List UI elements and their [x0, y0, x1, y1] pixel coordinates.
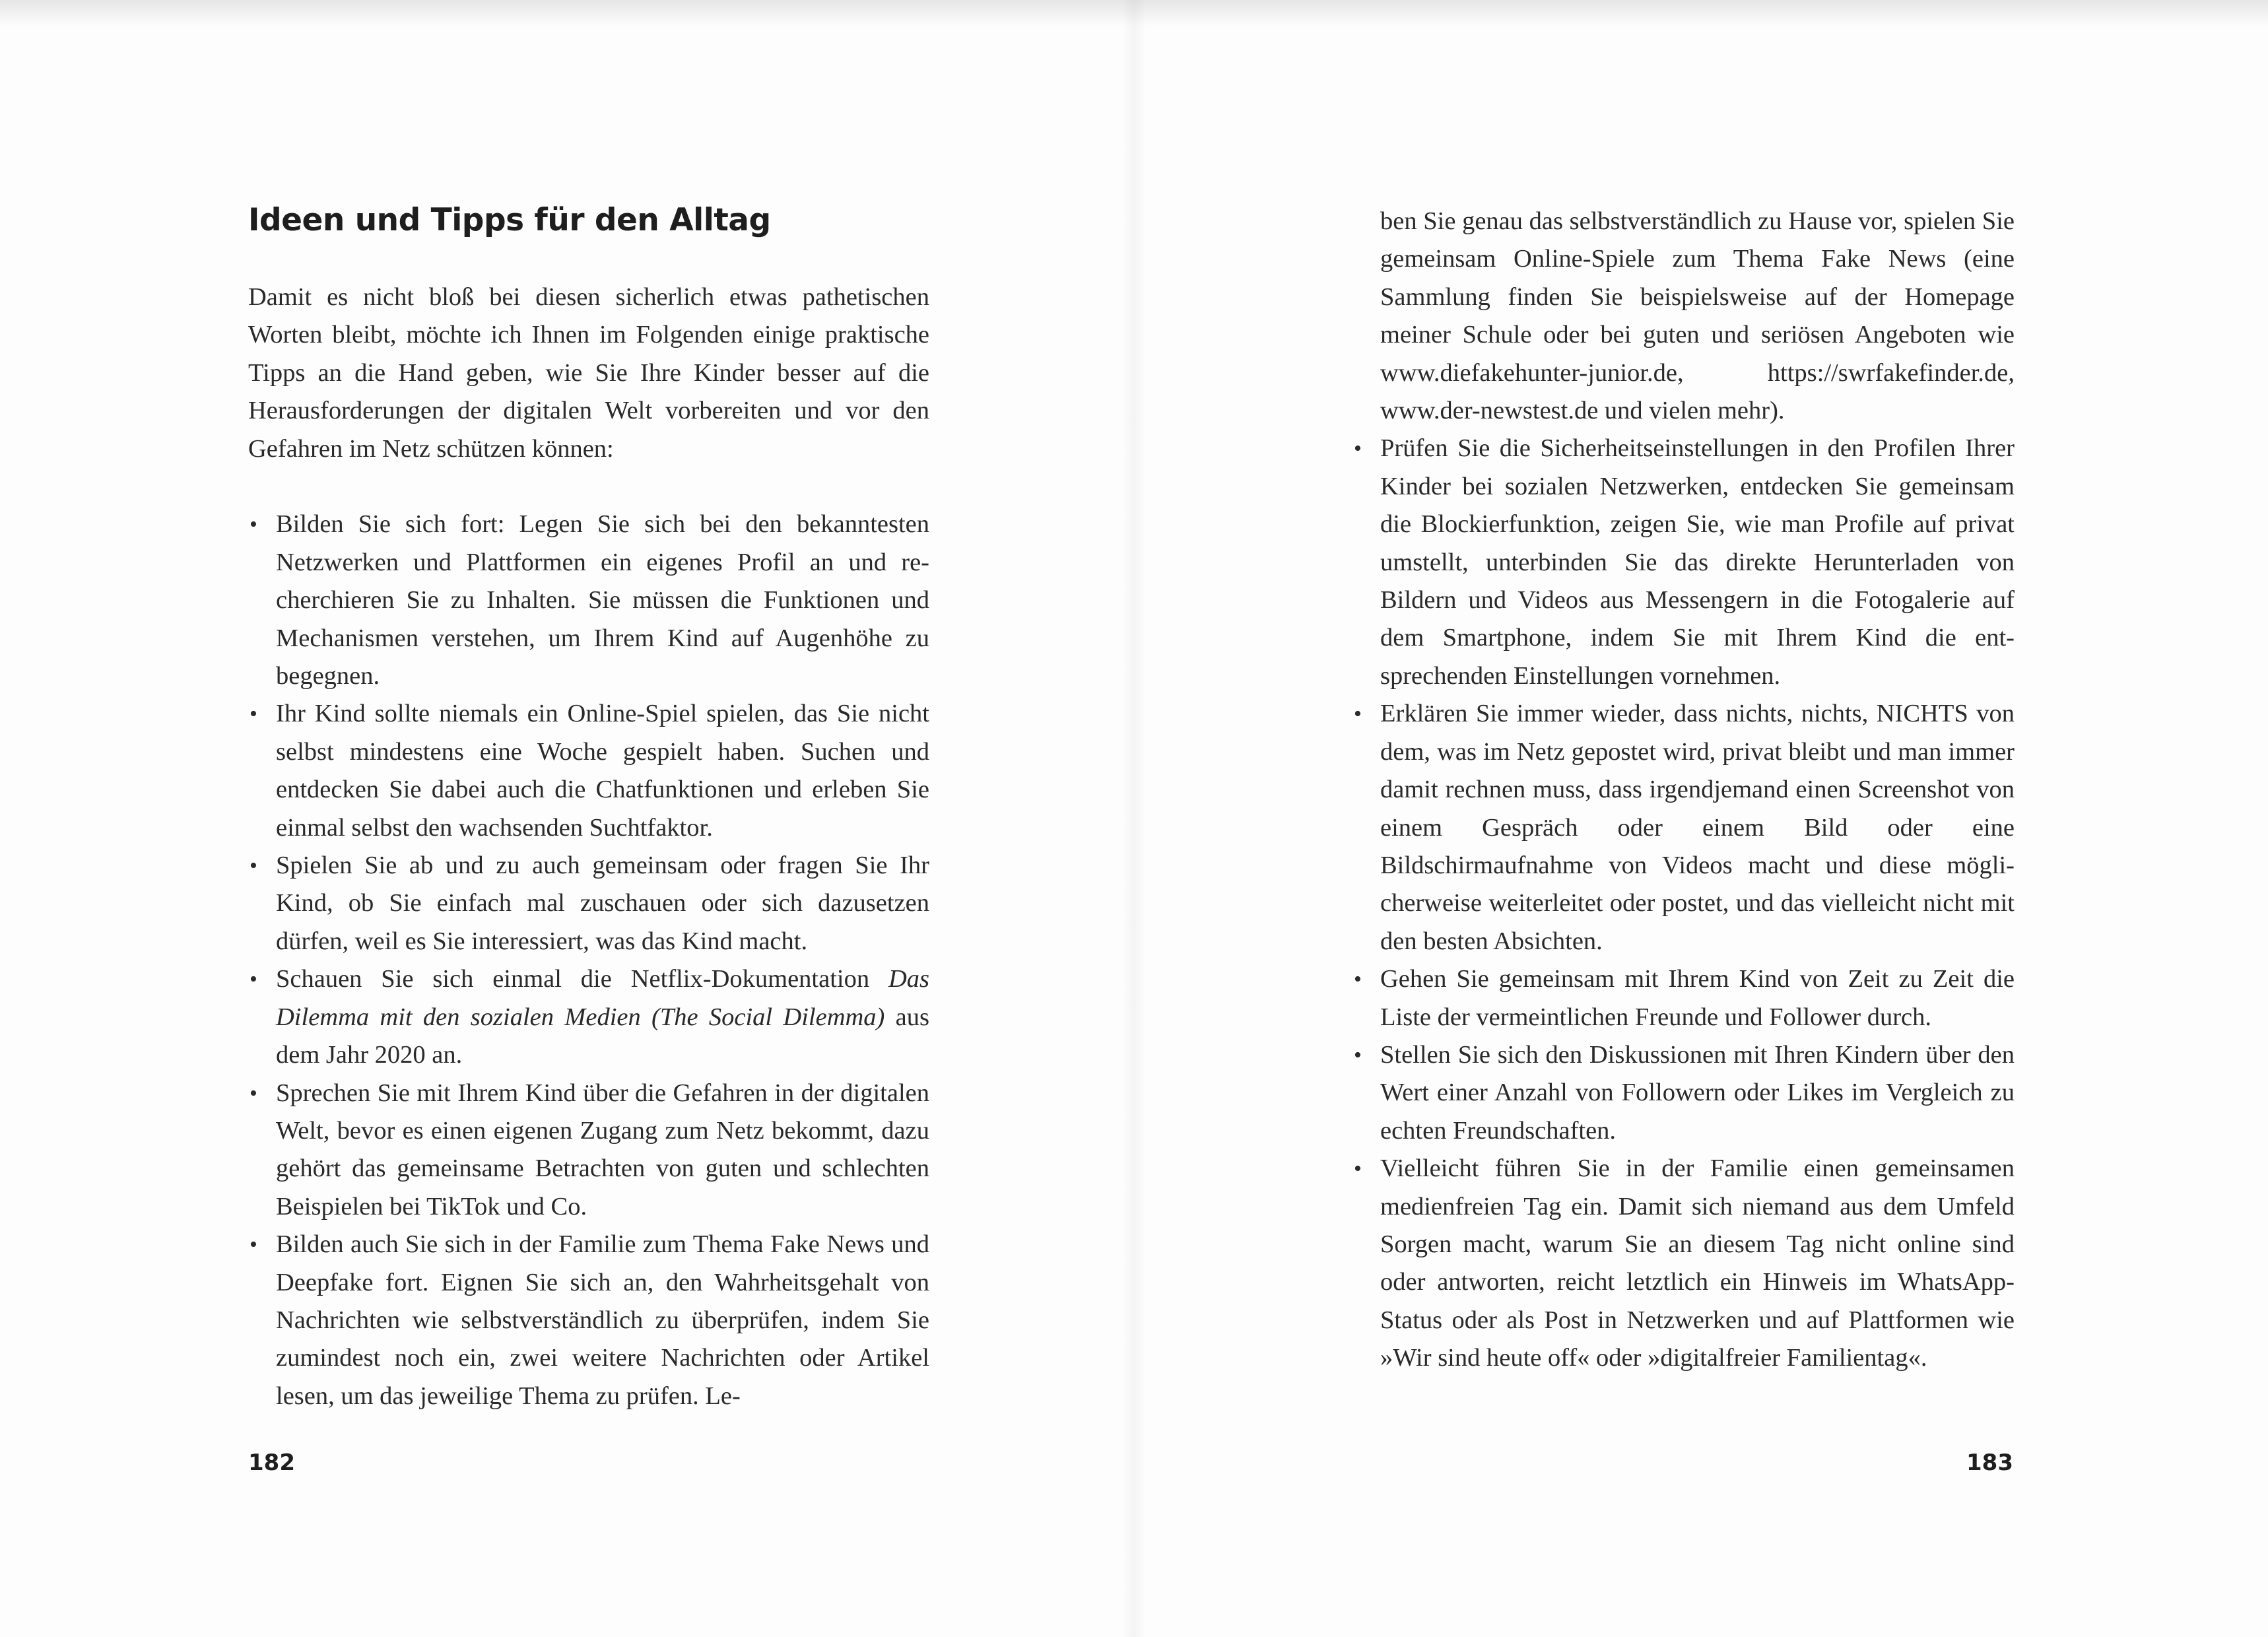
list-item: • Sprechen Sie mit Ihrem Kind über die Gefahren in der digitalen Welt, bevor es einen eigenen Zugang zum Netz bekommt, dazu gehört das gemeinsame Betrachten von guten und schlechten Beispielen bei TikTok und Co.	[248, 1075, 929, 1226]
right-text-column	[1352, 203, 2015, 1378]
continued-list-item: ben Sie genau das selbstverständlich zu Hause vor, spielen Sie gemeinsam Online-Spiele zum Thema Fake News (eine Sammlung finden Sie beispielsweise auf der Homepage meiner Schule oder bei guten und seriösen Angeboten wie www.diefakehunter-junior.de, https://swrfakefinder.de, www.der-newstest.de und vielen mehr).	[1380, 207, 2015, 425]
list-item: • Erklären Sie immer wieder, dass nichts, nichts, NICHTS von dem, was im Netz gepostet wird, privat bleibt und man immer damit rechnen muss, dass irgendjemand einen Screenshot von einem Gespräch oder einem Bild oder eine Bildschirmaufnahme von Videos macht und diese möglicherweise weiterleitet oder postet, und das vielleicht nicht mit den besten Absichten.	[1352, 695, 2015, 960]
page-number-left: 182	[248, 1450, 295, 1476]
list-item-netflix	[248, 960, 929, 1074]
list-item: • Ihr Kind sollte niemals ein Online-Spiel spielen, das Sie nicht selbst mindestens eine Woche gespielt haben. Suchen und entdecken Sie dabei auch die Chatfunktionen und erleben Sie einmal selbst den wachsenden Suchtfaktor.	[248, 695, 929, 847]
list-item: • Prüfen Sie die Sicherheitseinstellungen in den Profilen Ihrer Kinder bei sozialen Netzwerken, entdecken Sie gemeinsam die Blockierfunktion, zeigen Sie, wie man Profile auf privat umstellt, unterbinden Sie das direkte Herunterladen von Bildern und Videos aus Messengern in die Fotogalerie auf dem Smartphone, indem Sie mit Ihrem Kind die entsprechenden Einstellungen vornehmen.	[1352, 430, 2015, 695]
tips-list-left	[248, 506, 929, 1415]
netflix-text-before: Schauen Sie sich einmal die Netflix-Dokumentation	[276, 965, 888, 993]
list-item: • Stellen Sie sich den Diskussionen mit Ihren Kindern über den Wert einer Anzahl von Followern oder Likes im Vergleich zu echten Freundschaften.	[1352, 1036, 2015, 1150]
documentary-title: Das Dilemma mit den sozialen Medien (The Social Dilemma)	[276, 965, 929, 1031]
right-page	[1134, 0, 2268, 1637]
section-heading: Ideen und Tipps für den Alltag	[248, 202, 771, 238]
list-item: • Vielleicht führen Sie in der Familie einen gemeinsamen medienfreien Tag ein. Damit sich niemand aus dem Umfeld Sorgen macht, warum Sie an diesem Tag nicht online sind oder antworten, reicht letztlich ein Hinweis im WhatsApp-Status oder als Post in Netzwerken und auf Plattformen wie »Wir sind heute off« oder »digitalfreier Familientag«.	[1352, 1150, 2015, 1377]
tips-list-right	[1352, 430, 2015, 1377]
list-item: • Bilden Sie sich fort: Legen Sie sich bei den bekanntesten Netzwerken und Plattformen ein eigenes Profil an und recherchieren Sie zu Inhalten. Sie müssen die Funktionen und Mechanismen verstehen, um Ihrem Kind auf Augenhöhe zu begegnen.	[248, 506, 929, 695]
netflix-text-after: aus dem Jahr 2020 an.	[276, 1003, 929, 1069]
intro-paragraph: Damit es nicht bloß bei diesen sicherlich etwas pathetischen Worten bleibt, möchte ich Ihnen im Folgenden einige praktische Tipps an die Hand geben, wie Sie Ihre Kinder besser auf die Herausforderungen der digitalen Welt vorbereiten und vor den Gefahren im Netz schützen können:	[248, 283, 929, 463]
list-item: • Bilden auch Sie sich in der Familie zum Thema Fake News und Deepfake fort. Eignen Sie sich an, den Wahrheitsgehalt von Nachrichten wie selbstverständlich zu überprüfen, indem Sie zumindest noch ein, zwei weitere Nachrichten oder Artikel lesen, um das jeweilige Thema zu prüfen. Le-	[248, 1226, 929, 1415]
list-item: • Gehen Sie gemeinsam mit Ihrem Kind von Zeit zu Zeit die Liste der vermeintlichen Freunde und Follower durch.	[1352, 960, 2015, 1036]
left-text-column	[248, 279, 929, 1415]
page-number-right: 183	[1966, 1450, 2013, 1476]
list-item: • Spielen Sie ab und zu auch gemeinsam oder fragen Sie Ihr Kind, ob Sie einfach mal zuschauen oder sich dazusetzen dürfen, weil es Sie interessiert, was das Kind macht.	[248, 847, 929, 960]
